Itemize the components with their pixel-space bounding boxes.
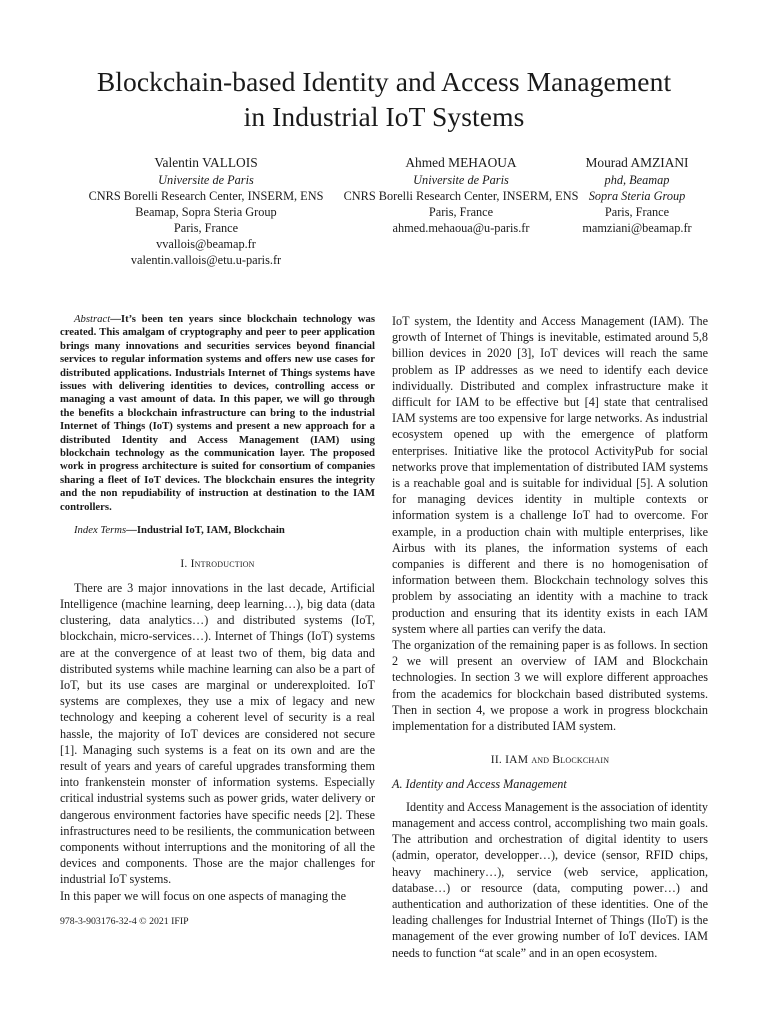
author-email: valentin.vallois@etu.u-paris.fr bbox=[130, 253, 282, 267]
author-line: Paris, France bbox=[604, 205, 670, 219]
author-line: CNRS Borelli Research Center, INSERM, ENS bbox=[343, 189, 579, 203]
abstract-text: —It’s been ten years since blockchain technology was created. This amalgam of cryptography and peer to peer application brings many innovations and securities services beyond financial services to regular information systems and offers new use cases for distributed applications. Industrials Internet of Things systems have issues with delivering identities to devices, controlling access or managing a vast amount of data. In this paper, we will go through the benefits a blockchain infrastructure can bring to the industrial Internet of Things (IoT) systems and present a new approach for a distributed Identity and Access Management (IAM) using blockchain technology as the communication layer. The proposed work in progress architecture is suited for consortium of companies sharing a fleet of IoT devices. The blockchain ensures the integrity and the non repudiability of instruction at destination to the IAM controllers. bbox=[60, 313, 375, 513]
author-line: Sopra Steria Group bbox=[588, 189, 686, 203]
subsection-heading: A. Identity and Access Management bbox=[392, 777, 567, 792]
author-line: CNRS Borelli Research Center, INSERM, ENS bbox=[88, 189, 324, 203]
author-affiliation: Universite de Paris bbox=[158, 173, 254, 187]
section-1-paragraph-3: The organization of the remaining paper is as follows. In section 2 we will present an overview of IAM and Blockchain technologies. In section 3 we will explore different approaches from the academics for blockchain based distributed systems. Then in section 4, we propose a work in progress blockchain implementation for a distributed IAM system. bbox=[392, 638, 708, 734]
section-2-number: II. bbox=[490, 753, 506, 767]
title-line-1: Blockchain-based Identity and Access Management bbox=[96, 66, 672, 97]
author-name: Mourad AMZIANI bbox=[585, 155, 689, 170]
author-affiliation: phd, Beamap bbox=[604, 173, 670, 187]
author-block-2 bbox=[326, 154, 596, 236]
copyright-footer: 978-3-903176-32-4 © 2021 IFIP bbox=[60, 916, 189, 927]
author-line: Paris, France bbox=[173, 221, 239, 235]
author-block-1 bbox=[70, 154, 342, 268]
section-2-title-a: IAM and bbox=[505, 753, 553, 767]
paper-title bbox=[40, 64, 728, 134]
author-email: mamziani@beamap.fr bbox=[582, 221, 692, 235]
section-1-title: Introduction bbox=[190, 556, 255, 570]
section-2-paragraph-1: Identity and Access Management is the association of identity management and access control, accomplishing two main goals. The attribution and orchestration of digital identity to users (admin, operator, developper…), device (sensor, RFID chips, heavy machinery…), service (web service, application, database…) or resource (data, computing power…) and authentication and authorization of these identities. One of the leading challenges for Industrial Internet of Things (IIoT) is the management of the ever growing number of IoT devices. IAM needs to function “at scale” and in an open ecosystem. bbox=[392, 799, 708, 960]
section-1-paragraph-2-start: In this paper we will focus on one aspects of managing the bbox=[60, 888, 346, 903]
section-1-paragraph-1: There are 3 major innovations in the last decade, Artificial Intelligence (machine learning, deep learning…), big data (data clustering, data analytics…) and distributed systems (IoT, blockchain, micro-services…). Internet of Things (IoT) systems are at the convergence of at least two of them, big data and distributed systems while machine learning can also be a part of IoT, but its use cases are marginal or underexploited. IoT systems are complexes, they use a mix of legacy and new technology and keeping a coherent level of security is a real hassle, the majority of IoT devices are considered not secure [1]. Managing such systems is a feat on its own and are the result of years and years of careful upgrades transforming them into frankenstein monster of information systems. Especially critical industrial systems such as power grids, water delivery or dangerous environment factories have specific needs [2]. These infrastructures need to be resilients, the communication between components without interruptions and the monitoring of all the devices and components. Those are the major challenges for industrial IoT systems. bbox=[60, 580, 375, 887]
section-1-heading bbox=[60, 556, 375, 572]
left-column bbox=[60, 313, 375, 904]
author-email: ahmed.mehaoua@u-paris.fr bbox=[392, 221, 530, 235]
author-affiliation: Universite de Paris bbox=[413, 173, 509, 187]
author-line: Paris, France bbox=[428, 205, 494, 219]
author-block-3 bbox=[576, 154, 698, 236]
abstract bbox=[60, 313, 375, 514]
abstract-lead: Abstract bbox=[74, 313, 111, 325]
index-terms bbox=[60, 524, 375, 537]
author-name: Ahmed MEHAOUA bbox=[405, 155, 517, 170]
index-terms-lead: Index Terms bbox=[74, 524, 127, 537]
index-terms-text: —Industrial IoT, IAM, Blockchain bbox=[126, 524, 285, 537]
author-name: Valentin VALLOIS bbox=[154, 155, 258, 170]
section-1-paragraph-2-cont: IoT system, the Identity and Access Management (IAM). The growth of Internet of Things is inevitable, estimated around 5,8 billion devices in 2020 [3], IoT devices will reach the same problem as IP addresses as we need to identify each device individually. Distributed and complex infrastructure make it difficult for IAM to be effective but [4] state that centralised IAM systems are too expensive for large networks. As industrial ecosystem opened up with the emergence of platform enterprises. Initiative like the protocol ActivityPub for social networks prove that implementation of distributed IAM systems is a reachable goal and is suitable for individual [5]. A solution for managing devices identity in multiple contexts or information system is a challenge IoT had to overcome. For example, in a production chain with multiple enterprises, like Airbus with its planes, the information systems of each companies is different and there is no homogenisation of information between them. Blockchain technology solves this problem by associating an identity with a machine to track production and ensuring that its identity exists in each IAM system where all parties can verify the data. bbox=[392, 314, 708, 636]
author-email: vvallois@beamap.fr bbox=[156, 237, 256, 251]
right-column bbox=[392, 313, 708, 961]
section-1-number: I. bbox=[180, 556, 191, 570]
section-2-title-b: Blockchain bbox=[552, 753, 610, 767]
section-2-heading bbox=[392, 752, 708, 768]
author-line: Beamap, Sopra Steria Group bbox=[135, 205, 277, 219]
title-line-2: in Industrial IoT Systems bbox=[243, 101, 525, 132]
